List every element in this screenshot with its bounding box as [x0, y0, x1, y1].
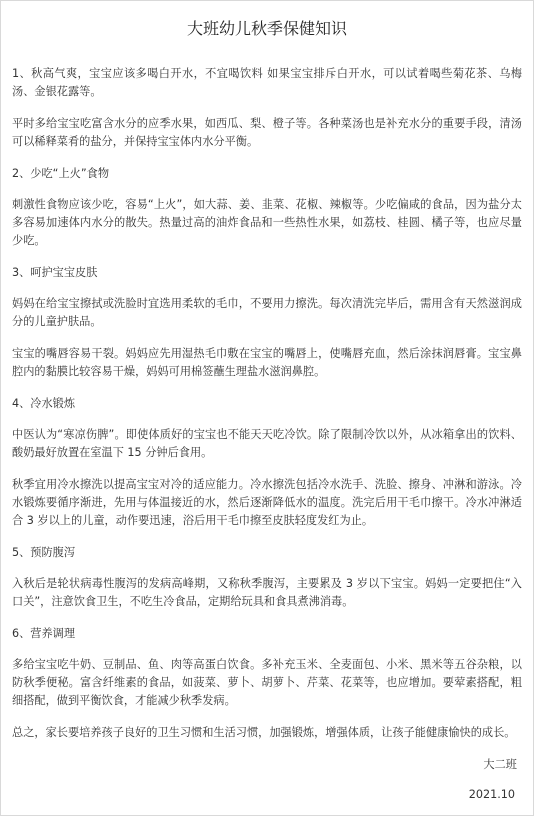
section-3-paragraph-2: 宝宝的嘴唇容易干裂。妈妈应先用湿热毛巾敷在宝宝的嘴唇上，使嘴唇充血，然后涂抹润唇膏。宝宝鼻腔内的黏膜比较容易干燥，妈妈可用棉签蘸生理盐水滋润鼻腔。 — [12, 347, 522, 378]
page-title: 大班幼儿秋季保健知识 — [186, 19, 347, 38]
section-6-heading: 6、营养调理 — [12, 627, 76, 640]
section-3-paragraph-1: 妈妈在给宝宝擦拭或洗脸时宜选用柔软的毛巾，不要用力擦洗。每次清洗完毕后，需用含有天然滋润成分的儿童护肤品。 — [12, 297, 522, 328]
section-5-heading: 5、预防腹泻 — [12, 546, 76, 559]
signature: 大二班 — [483, 758, 517, 771]
section-2-paragraph-1: 刺激性食物应该少吃，容易“上火”，如大蒜、姜、韭菜、花椒、辣椒等。少吃偏咸的食品，因为盐分太多容易加速体内水分的散失。热量过高的油炸食品和一些热性水果，如荔枝、桂圆、橘子等，也应尽量少吃。 — [12, 198, 522, 247]
section-5-paragraph-1: 入秋后是轮状病毒性腹泻的发病高峰期，又称秋季腹泻，主要累及 3 岁以下宝宝。妈妈一定要把住“入口关”，注意饮食卫生，不吃生冷食品，定期给玩具和食具煮沸消毒。 — [12, 577, 522, 608]
section-1-heading: 1、秋高气爽，宝宝应该多喝白开水，不宜喝饮料 如果宝宝排斥白开水，可以试着喝些菊花茶、乌梅汤、金银花露等。 — [12, 67, 522, 98]
section-3-heading: 3、呵护宝宝皮肤 — [12, 266, 98, 279]
date: 2021.10 — [468, 788, 515, 801]
section-4-paragraph-1: 中医认为“寒凉伤脾”。即使体质好的宝宝也不能天天吃冷饮。除了限制冷饮以外，从冰箱拿出的饮料、酸奶最好放置在室温下 15 分钟后食用。 — [12, 428, 522, 459]
section-4-paragraph-2: 秋季宜用冷水擦洗以提高宝宝对冷的适应能力。冷水擦洗包括冷水洗手、洗脸、擦身、冲淋和游泳。冷水锻炼要循序渐进，先用与体温接近的水，然后逐渐降低水的温度。洗完后用干毛巾擦干。冷水冲淋适合 3 岁以上的儿童，动作要迅速，浴后用干毛巾擦至皮肤轻度发红为止。 — [12, 478, 522, 527]
section-2-heading: 2、少吃“上火”食物 — [12, 167, 110, 180]
section-4-heading: 4、冷水锻炼 — [12, 397, 76, 410]
section-6-paragraph-1: 多给宝宝吃牛奶、豆制品、鱼、肉等高蛋白饮食。多补充玉米、全麦面包、小米、黑米等五谷杂粮，以防秋季便秘。富含纤维素的食品，如菠菜、萝卜、胡萝卜、芹菜、花菜等，也应增加。要荤素搭配，粗细搭配，做到平衡饮食，才能减少秋季发病。 — [12, 658, 522, 707]
section-1-paragraph-1: 平时多给宝宝吃富含水分的应季水果，如西瓜、梨、橙子等。各种菜汤也是补充水分的重要手段，清汤可以稀释菜肴的盐分，并保持宝宝体内水分平衡。 — [12, 117, 522, 148]
summary-paragraph: 总之，家长要培养孩子良好的卫生习惯和生活习惯，加强锻炼，增强体质，让孩子能健康愉快的成长。 — [12, 726, 516, 739]
